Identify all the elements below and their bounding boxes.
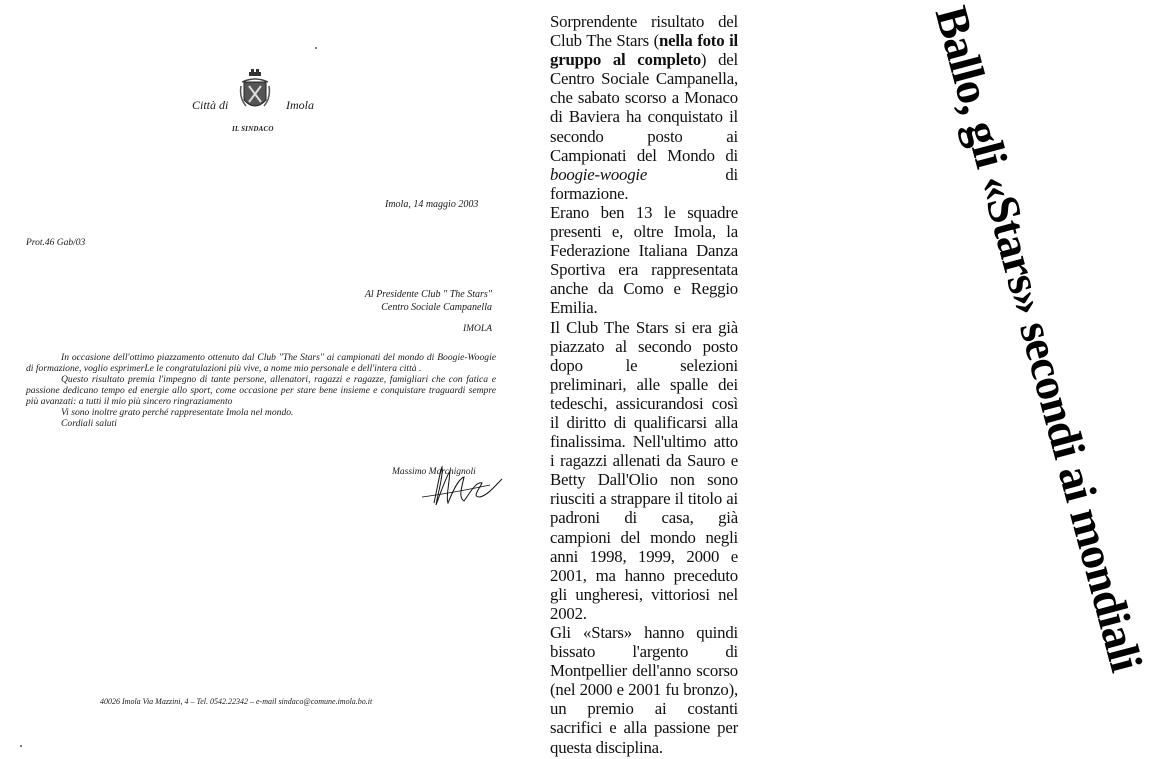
article-text: ) del Centro Sociale Campanella, che sabato scorso a Monaco di Baviera ha conquistato il secondo posto ai Campionati del Mondo di	[550, 50, 738, 165]
addressee-block	[365, 288, 492, 336]
article-paragraph-4: Gli «Stars» hanno quindi bissato l'argento di Montpellier dell'anno scorso (nel 2000 e 2001 fu bronzo), un premio ai costanti sacrifici e alla passione per questa disciplina.	[550, 623, 738, 757]
mayor-letter	[0, 0, 540, 759]
city-crest-icon	[240, 68, 270, 114]
handwritten-signature-icon	[412, 463, 512, 508]
letter-paragraph-1: In occasione dell'ottimo piazzamento ottenuto dal Club "The Stars" ai campionati del mondo di Boogie-Woogie di formazione, voglio esprimerLe le congratulazioni più vive, a nome mio personale e dell'intera città .	[26, 352, 496, 374]
letterhead-office: IL SINDACO	[232, 125, 274, 133]
letterhead-city-prefix: Città di	[192, 98, 229, 112]
addressee-line-1: Al Presidente Club " The Stars"	[364, 289, 492, 300]
letterhead	[180, 68, 340, 138]
article-paragraph-2: Erano ben 13 le squadre presenti e, oltre Imola, la Federazione Italiana Danza Sportiva era rappresentata anche da Como e Reggio Emilia.	[550, 202, 738, 318]
letter-paragraph-2: Questo risultato premia l'impegno di tante persone, allenatori, ragazzi e ragazze, famigliari che con fatica e passione dedicano tempo ed energie allo sport, come occasione per stare bene insieme e conquistare traguardi sempre più avanzati: a tutti il mio più sincero ringraziamento	[26, 374, 496, 407]
protocol-number: Prot.46 Gab/03	[26, 238, 86, 248]
article-text: Sorprendente risultato del Club The Stars (	[550, 12, 738, 51]
letter-footer: 40026 Imola Via Mazzini, 4 – Tel. 0542.22342 – e-mail sindaco@comune.imola.bo.it	[100, 697, 373, 706]
addressee-line-2: Centro Sociale Campanella	[381, 302, 492, 313]
addressee-city: IMOLA	[462, 324, 492, 334]
article-headline: Ballo, gli «Stars» secondi ai mondiali	[925, 0, 1152, 676]
letterhead-city-name: Imola	[286, 98, 314, 112]
signature-name: Massimo Marchignoli	[392, 467, 476, 477]
letter-paragraph-3: Vi sono inoltre grato perché rappresentate Imola nel mondo.	[61, 407, 294, 418]
article-dance-style: boogie-woogie	[550, 164, 648, 184]
signature-block	[392, 463, 512, 508]
news-article	[550, 12, 738, 757]
article-paragraph-3: Il Club The Stars si era già piazzato al secondo posto dopo le selezioni preliminari, alle spalle dei tedeschi, assicurandosi così il diritto di qualificarsi alla finalissima. Nell'ultimo atto i ragazzi allenati da Sauro e Betty Dall'Olio non sono riusciti a strappare il titolo ai padroni di casa, già campioni del mondo negli anni 1998, 1999, 2000 e 2001, ma hanno preceduto gli ungheresi, vittoriosi nel 2002.	[550, 317, 738, 623]
paper-speck	[315, 47, 317, 49]
article-text: di formazione.	[550, 164, 738, 203]
article-photo-caption: nella foto il gruppo al completo	[550, 31, 738, 70]
letter-date: Imola, 14 maggio 2003	[385, 199, 479, 210]
paper-speck	[20, 745, 22, 747]
letter-body	[26, 352, 496, 429]
letter-closing: Cordiali saluti	[61, 418, 117, 429]
article-paragraph-1	[550, 12, 738, 203]
